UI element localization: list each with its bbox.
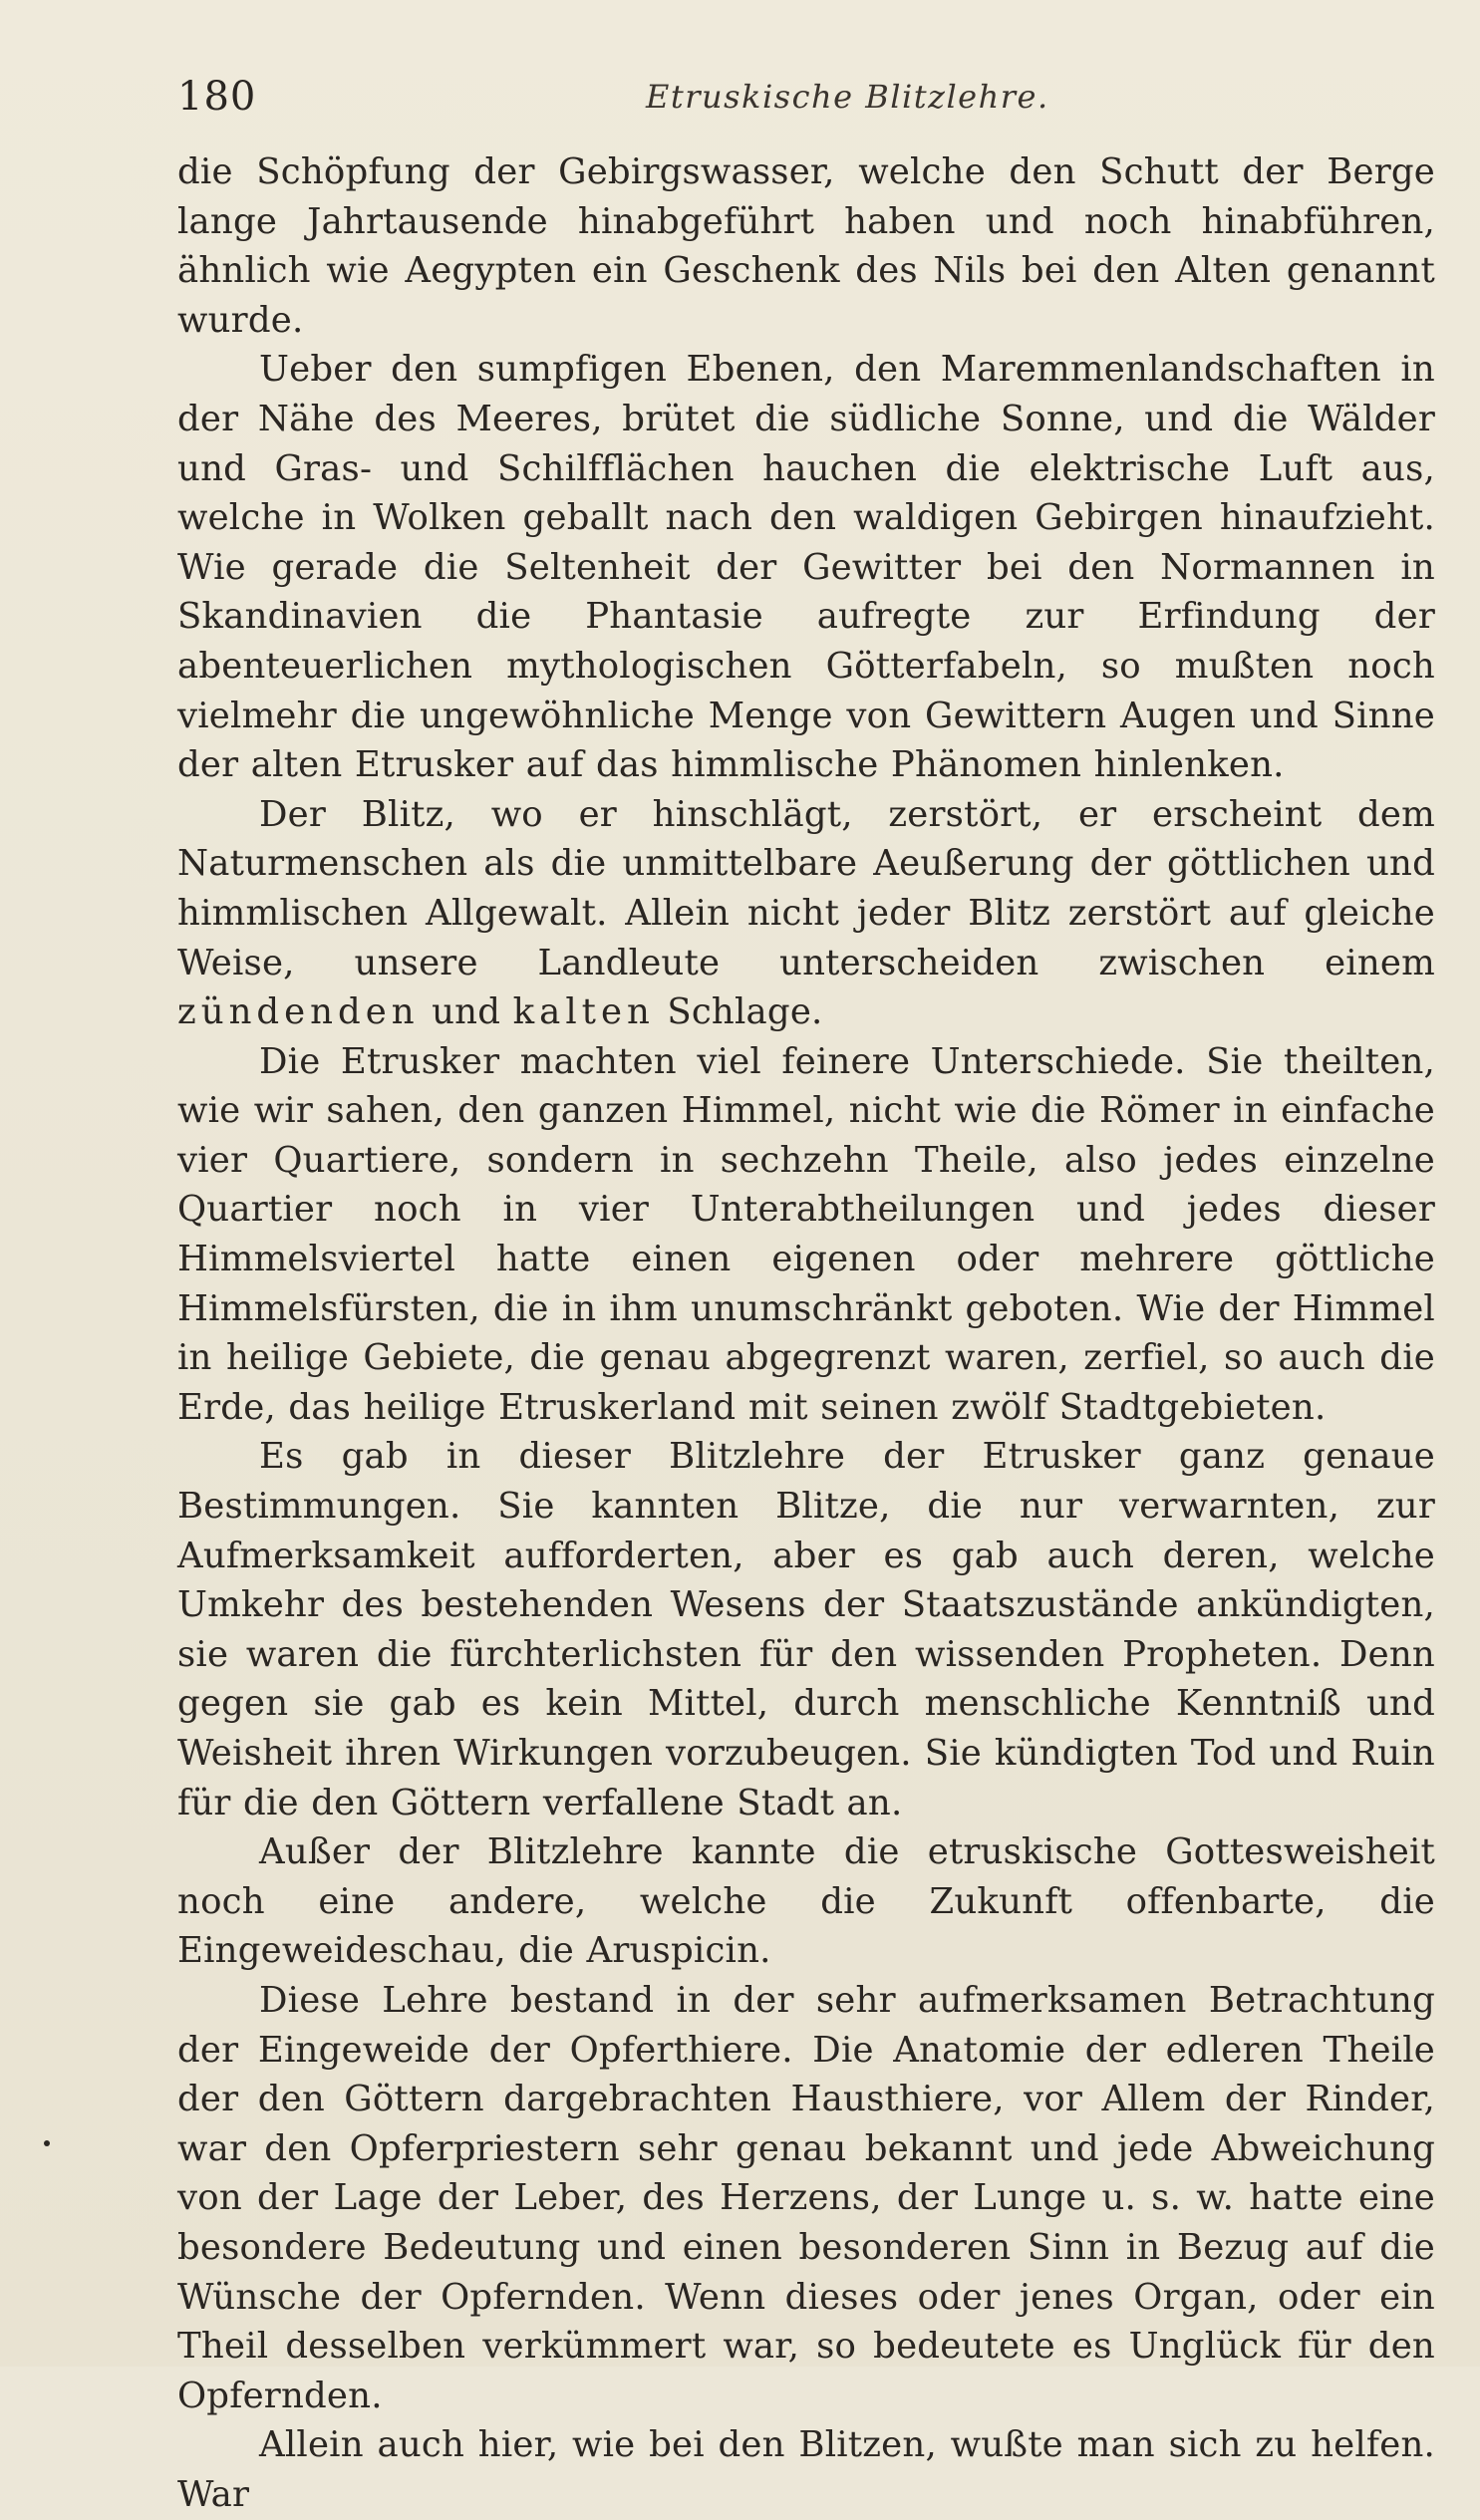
spaced-word-kalt: kalten [512,991,655,1033]
paragraph-bestimmungen: Es gab in dieser Blitzlehre der Etrusker ganz genaue Bestimmungen. Sie kannten Blitze, die nur verwarnten, zur Aufmerksamkeit aufforderten, aber es gab auch deren, welche Umkehr des bestehenden Wesens der Staatszustände ankündigten, sie waren die fürchterlichsten für den wissenden Propheten. Denn gegen sie gab es kein Mittel, durch menschliche Kenntniß und Weisheit ihren Wirkungen vorzubeugen. Sie kündigten Tod und Ruin für die den Göttern verfallene Stadt an. [177,1436,1435,1823]
margin-dot [44,2140,50,2146]
paragraph-blitz [177,790,1435,1037]
paragraph-last-line: Allein auch hier, wie bei den Blitzen, wußte man sich zu helfen. War [177,2424,1435,2515]
paragraph-continuation: die Schöpfung der Gebirgswasser, welche den Schutt der Berge lange Jahrtausende hinabgeführt haben und noch hinabführen, ähnlich wie Aegypten ein Geschenk des Nils bei den Alten genannt wurde. [177,151,1435,341]
paragraph-aruspicin: Außer der Blitzlehre kannte die etruskische Gottesweisheit noch eine andere, welche die Zukunft offenbarte, die Eingeweideschau, die Aruspicin. [177,1831,1435,1972]
paragraph-blitz-text: Der Blitz, wo er hinschlägt, zerstört, er erscheint dem Naturmenschen als die unmittelbare Aeußerung der göttlichen und himmlischen Allgewalt. Allein nicht jeder Blitz zerstört auf gleiche Weise, unsere Landleute unterscheiden zwischen einem [177,793,1435,983]
paragraph-eingeweide: Diese Lehre bestand in der sehr aufmerksamen Betrachtung der Eingeweide der Opferthiere. Die Anatomie der edleren Theile der den Göttern dargebrachten Hausthiere, vor Allem der Rinder, war den Opferpriestern sehr genau bekannt und jede Abweichung von der Lage der Leber, des Herzens, der Lunge u. s. w. hatte eine besondere Bedeutung und einen besonderen Sinn in Bezug auf die Wünsche der Opfernden. Wenn dieses oder jenes Organ, oder ein Theil desselben verkümmert war, so bedeutete es Unglück für den Opfernden. [177,1979,1435,2416]
paragraph-unterschiede: Die Etrusker machten viel feinere Unterschiede. Sie theilten, wie wir sahen, den ganzen Himmel, nicht wie die Römer in einfache vier Quartiere, sondern in sechzehn Theile, also jedes einzelne Quartier noch in vier Unterabtheilungen und jedes dieser Himmelsviertel hatte einen eigenen oder mehrere göttliche Himmelsfürsten, die in ihm unumschränkt geboten. Wie der Himmel in heilige Gebiete, die genau abgegrenzt waren, zerfiel, so auch die Erde, das heilige Etruskerland mit seinen zwölf Stadtgebieten. [177,1040,1435,1428]
paragraph-blitz-end: Schlage. [654,991,823,1033]
paragraph-blitz-connector: und [419,991,513,1033]
body-text [177,147,1435,2520]
spaced-word-zuendend: zündenden [177,991,420,1033]
paragraph-maremmen: Ueber den sumpfigen Ebenen, den Maremmenlandschaften in der Nähe des Meeres, brütet die südliche Sonne, und die Wälder und Gras- und Schilfflächen hauchen die elektrische Luft aus, welche in Wolken geballt nach den waldigen Gebirgen hinaufzieht. Wie gerade die Seltenheit der Gewitter bei den Normannen in Skandinavien die Phantasie aufregte zur Erfindung der abenteuerlichen mythologischen Götterfabeln, so mußten noch vielmehr die ungewöhnliche Menge von Gewittern Augen und Sinne der alten Etrusker auf das himmlische Phänomen hinlenken. [177,349,1435,786]
page-number: 180 [177,74,257,120]
running-title: Etruskische Blitzlehre. [646,78,1049,116]
running-head [177,62,1443,132]
